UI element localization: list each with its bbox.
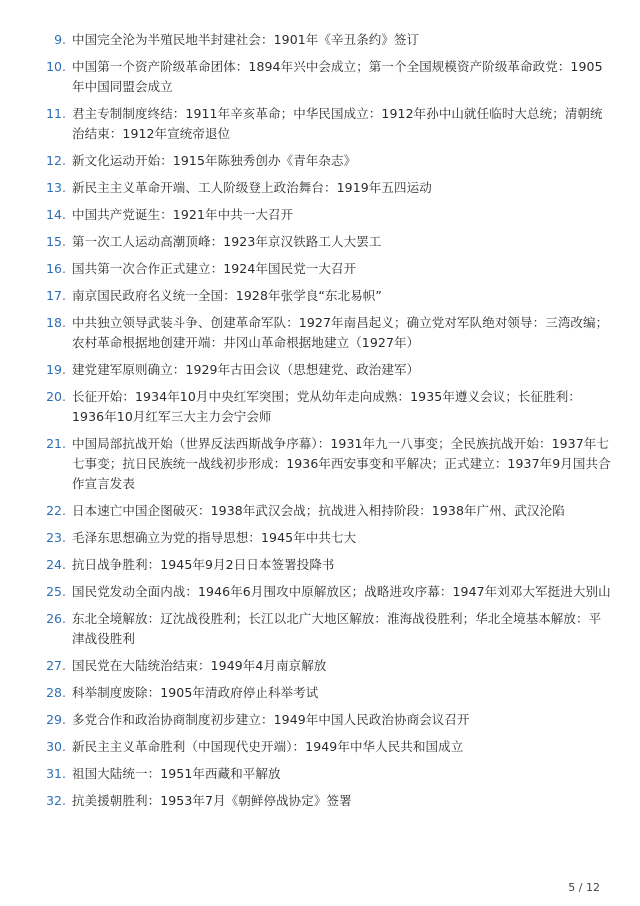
- list-item: [0, 710, 640, 730]
- list-item: [0, 286, 640, 306]
- item-number: 17.: [46, 288, 66, 303]
- list-item: [0, 387, 640, 427]
- list-item: [0, 501, 640, 521]
- list-item: [0, 104, 640, 144]
- item-text: 东北全境解放：辽沈战役胜利；长江以北广大地区解放：淮海战役胜利；华北全境基本解放：平津战役胜利: [72, 611, 602, 646]
- item-number: 9.: [54, 32, 66, 47]
- numbered-list: [0, 30, 640, 818]
- item-number: 27.: [46, 658, 66, 673]
- item-text: 新文化运动开始：1915年陈独秀创办《青年杂志》: [72, 153, 357, 168]
- list-item: [0, 555, 640, 575]
- item-text: 中国完全沦为半殖民地半封建社会：1901年《辛丑条约》签订: [72, 32, 420, 47]
- item-text: 南京国民政府名义统一全国：1928年张学良“东北易帜”: [72, 288, 382, 303]
- list-item: [0, 683, 640, 703]
- item-text: 科举制度废除：1905年清政府停止科举考试: [72, 685, 319, 700]
- list-item: [0, 791, 640, 811]
- item-text: 第一次工人运动高潮顶峰：1923年京汉铁路工人大罢工: [72, 234, 382, 249]
- item-number: 13.: [46, 180, 66, 195]
- list-item: [0, 259, 640, 279]
- item-text: 国共第一次合作正式建立：1924年国民党一大召开: [72, 261, 357, 276]
- item-number: 11.: [46, 106, 66, 121]
- item-text: 中国局部抗战开始（世界反法西斯战争序幕）：1931年九一八事变；全民族抗战开始：1937年七七事变；抗日民族统一战线初步形成：1936年西安事变和平解决；正式建立：1937年9月国共合作宣言发表: [72, 436, 611, 491]
- item-text: 多党合作和政治协商制度初步建立：1949年中国人民政治协商会议召开: [72, 712, 470, 727]
- list-item: [0, 178, 640, 198]
- item-number: 10.: [46, 59, 66, 74]
- list-item: [0, 582, 640, 602]
- list-item: [0, 528, 640, 548]
- item-number: 14.: [46, 207, 66, 222]
- list-item: [0, 434, 640, 494]
- item-text: 抗日战争胜利：1945年9月2日日本签署投降书: [72, 557, 335, 572]
- list-item: [0, 609, 640, 649]
- item-text: 国民党发动全面内战：1946年6月围攻中原解放区；战略进攻序幕：1947年刘邓大军挺进大别山: [72, 584, 611, 599]
- list-item: [0, 313, 640, 353]
- list-item: [0, 656, 640, 676]
- page-indicator: 5 / 12: [568, 881, 600, 894]
- item-number: 12.: [46, 153, 66, 168]
- item-text: 中共独立领导武装斗争、创建革命军队：1927年南昌起义；确立党对军队绝对领导：三湾改编；农村革命根据地创建开端：井冈山革命根据地建立（1927年）: [72, 315, 609, 350]
- item-number: 20.: [46, 389, 66, 404]
- item-text: 新民主主义革命开端、工人阶级登上政治舞台：1919年五四运动: [72, 180, 432, 195]
- item-number: 22.: [46, 503, 66, 518]
- list-item: [0, 737, 640, 757]
- item-text: 日本速亡中国企图破灭：1938年武汉会战；抗战进入相持阶段：1938年广州、武汉沦陷: [72, 503, 565, 518]
- list-item: [0, 360, 640, 380]
- list-item: [0, 205, 640, 225]
- item-number: 18.: [46, 315, 66, 330]
- list-item: [0, 764, 640, 784]
- item-number: 30.: [46, 739, 66, 754]
- item-number: 24.: [46, 557, 66, 572]
- item-number: 25.: [46, 584, 66, 599]
- item-text: 新民主主义革命胜利（中国现代史开端）：1949年中华人民共和国成立: [72, 739, 464, 754]
- item-number: 23.: [46, 530, 66, 545]
- list-item: [0, 151, 640, 171]
- item-text: 中国第一个资产阶级革命团体：1894年兴中会成立；第一个全国规模资产阶级革命政党：1905年中国同盟会成立: [72, 59, 603, 94]
- item-text: 毛泽东思想确立为党的指导思想：1945年中共七大: [72, 530, 357, 545]
- item-text: 建党建军原则确立：1929年古田会议（思想建党、政治建军）: [72, 362, 420, 377]
- item-text: 君主专制制度终结：1911年辛亥革命；中华民国成立：1912年孙中山就任临时大总统；清朝统治结束：1912年宣统帝退位: [72, 106, 603, 141]
- item-text: 抗美援朝胜利：1953年7月《朝鲜停战协定》签署: [72, 793, 352, 808]
- item-number: 29.: [46, 712, 66, 727]
- item-text: 祖国大陆统一：1951年西藏和平解放: [72, 766, 281, 781]
- item-number: 19.: [46, 362, 66, 377]
- item-number: 32.: [46, 793, 66, 808]
- item-text: 中国共产党诞生：1921年中共一大召开: [72, 207, 294, 222]
- item-number: 15.: [46, 234, 66, 249]
- list-item: [0, 232, 640, 252]
- item-text: 国民党在大陆统治结束：1949年4月南京解放: [72, 658, 327, 673]
- item-number: 28.: [46, 685, 66, 700]
- item-text: 长征开始：1934年10月中央红军突围；党从幼年走向成熟：1935年遵义会议；长征胜利：1936年10月红军三大主力会宁会师: [72, 389, 581, 424]
- item-number: 26.: [46, 611, 66, 626]
- list-item: [0, 30, 640, 50]
- item-number: 16.: [46, 261, 66, 276]
- item-number: 21.: [46, 436, 66, 451]
- list-item: [0, 57, 640, 97]
- item-number: 31.: [46, 766, 66, 781]
